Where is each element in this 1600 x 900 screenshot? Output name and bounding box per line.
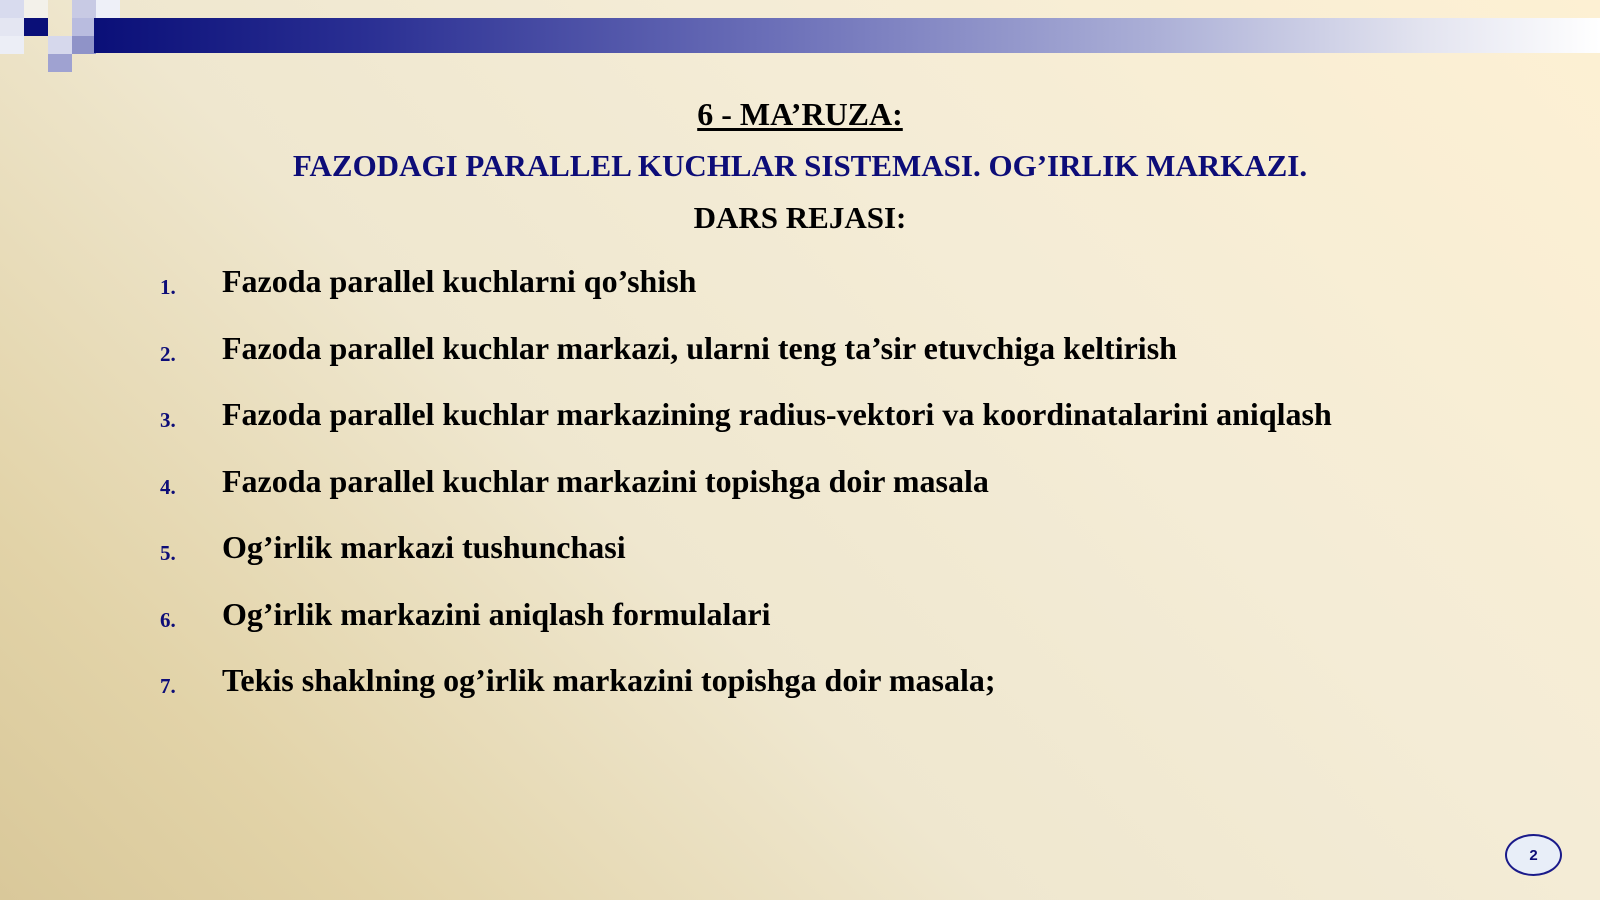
decor-square <box>24 18 48 36</box>
decor-square <box>48 36 72 54</box>
agenda-number: 3. <box>160 408 176 432</box>
decor-square <box>72 18 96 36</box>
topic-title: FAZODAGI PARALLEL KUCHLAR SISTEMASI. OG’IRLIK MARKAZI. <box>292 148 1308 183</box>
decor-square <box>24 0 48 18</box>
agenda-number: 4. <box>160 474 176 499</box>
decor-square <box>72 36 96 54</box>
agenda-number: 2. <box>160 341 176 366</box>
agenda-text: Og’irlik markazini aniqlash formulalari <box>222 595 771 632</box>
agenda-item <box>160 396 1332 463</box>
agenda-text: Og’irlik markazi tushunchasi <box>222 529 626 565</box>
agenda-number: 7. <box>160 674 176 698</box>
decor-square <box>72 0 96 18</box>
agenda-item <box>160 662 1332 729</box>
agenda-item <box>160 330 1332 397</box>
plan-heading: DARS REJASI: <box>693 200 907 235</box>
agenda-text: Fazoda parallel kuchlar markazining radius-vektori va koordinatalarini aniqlash <box>222 396 1332 432</box>
agenda-item <box>160 263 1332 330</box>
agenda-number: 1. <box>160 275 176 299</box>
agenda-item <box>160 463 1332 530</box>
decor-square <box>96 0 120 18</box>
decor-square <box>48 54 72 72</box>
agenda-text: Fazoda parallel kuchlarni qo’shish <box>222 263 697 299</box>
agenda-text: Tekis shaklning og’irlik markazini topishga doir masala; <box>222 662 996 698</box>
agenda-number: 5. <box>160 541 176 565</box>
decor-square <box>0 36 24 54</box>
lecture-label: 6 - MA’RUZA: <box>697 96 903 132</box>
header-banner <box>94 18 1600 53</box>
agenda-item <box>160 596 1332 663</box>
agenda-text: Fazoda parallel kuchlar markazini topishga doir masala <box>222 462 989 499</box>
agenda-number: 6. <box>160 607 176 632</box>
lecture-title <box>0 96 1600 133</box>
page-number-badge: 2 <box>1505 834 1562 876</box>
agenda-text: Fazoda parallel kuchlar markazi, ularni teng ta’sir etuvchiga keltirish <box>222 329 1177 366</box>
agenda-item <box>160 529 1332 596</box>
decor-square <box>0 0 24 18</box>
agenda-list <box>160 263 1332 729</box>
decor-square <box>0 18 24 36</box>
